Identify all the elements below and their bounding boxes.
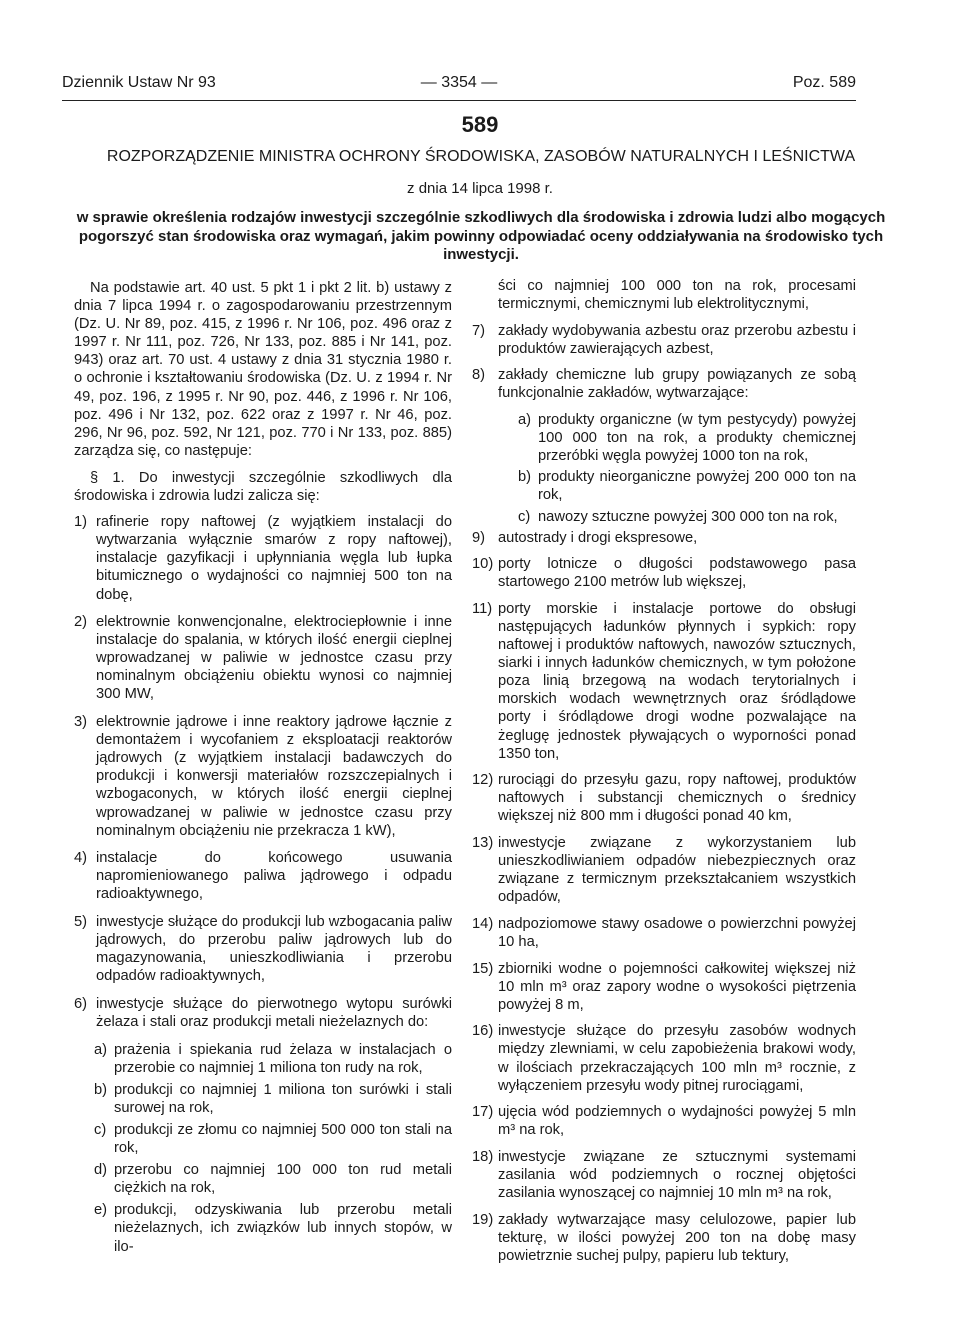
list-item-number: 12) — [472, 772, 494, 789]
list-item-number: 3) — [74, 714, 88, 731]
list-item — [472, 1211, 856, 1265]
page-number: — 3354 — — [420, 74, 498, 91]
act-number: 589 — [461, 112, 499, 137]
list-item-number: 8) — [472, 367, 486, 384]
sub-item-number: e) — [94, 1202, 108, 1219]
sub-item-number: b) — [94, 1081, 108, 1098]
right-column — [472, 277, 856, 1274]
page-header — [62, 74, 856, 98]
list-item — [472, 555, 856, 591]
list-item-text: rafinerie ropy naftowej (z wyjątkiem instalacji do wytwarzania wyłącznie smarów z ropy naftowej), instalacje gazyfikacji i upłynniania węgla lub łupka bitumicznego o wydajności co najmniej 500 ton na dobę, — [96, 514, 452, 603]
list-item-text: inwestycje związane ze sztucznymi systemami zasilania wód podziemnych o rocznej objętości zasilania wynoszącej co najmniej 10 mln m³ na rok, — [498, 1148, 856, 1202]
list-item — [74, 713, 452, 840]
header-rule — [62, 100, 856, 101]
sub-item — [518, 508, 856, 526]
sub-item — [94, 1201, 452, 1255]
list-item-text: inwestycje związane z wykorzystaniem lub unieszkodliwianiem odpadów niebezpiecznych oraz związane z termicznym przekształcaniem wszystkich odpadów, — [498, 835, 856, 906]
sub-item-number: c) — [518, 508, 531, 525]
list-item-text: elektrownie jądrowe i inne reaktory jądrowe łącznie z demontażem i wycofaniem z eksploatacji reaktorów jądrowych (z wyjątkiem instalacji badawczych do produkcji i konwersji materiałów rozszczepialnych i wzbogaconych, w których ilość energii cieplnej wprowadzanej w paliwie w jednostce czasu przy nominalnym obciążeniu nie przekracza 1 kW), — [96, 714, 452, 839]
list-item-text: ujęcia wód podziemnych o wydajności powyżej 5 mln m³ na rok, — [498, 1104, 856, 1139]
list-item — [74, 513, 452, 603]
sub-item-number: a) — [518, 412, 532, 429]
list-item-text: zakłady chemiczne lub grupy powiązanych ze sobą funkcjonalnie zakładów, wytwarzające: — [498, 367, 856, 402]
sub-item — [94, 1161, 452, 1197]
list-item-number: 17) — [472, 1104, 494, 1121]
list-item — [472, 322, 856, 358]
position-number: Poz. 589 — [792, 74, 856, 91]
list-item-text: rurociągi do przesyłu gazu, ropy naftowej, produktów naftowych i substancji chemicznych o średnicy większej niż 800 mm i długości ponad 40 km, — [498, 772, 856, 825]
sub-item-number: a) — [94, 1041, 108, 1058]
sub-item — [94, 1081, 452, 1117]
list-item-number: 14) — [472, 915, 494, 932]
list-item-number: 7) — [472, 322, 486, 339]
left-column — [74, 277, 452, 1260]
list-item-number: 18) — [472, 1148, 494, 1165]
act-date: z dnia 14 lipca 1998 r. — [407, 180, 553, 197]
paragraph-1: § 1. Do inwestycji szczególnie szkodliwych dla środowiska i zdrowia ludzi zalicza się: — [74, 469, 452, 505]
act-subject: w sprawie określenia rodzajów inwestycji szczególnie szkodliwych dla środowiska i zdrowia ludzi albo mogących pogorszyć stan środowiska oraz wymagań, jakim powinny odpowiadać oceny oddziaływania na środowisko tych inwestycji. — [76, 209, 886, 264]
list-item — [74, 913, 452, 985]
right-item-list-b — [472, 529, 856, 1265]
list-item-text: autostrady i drogi ekspresowe, — [498, 529, 698, 546]
sub-item-text: produkty nieorganiczne powyżej 200 000 ton na rok, — [538, 469, 856, 504]
sub-item-text: produkcji ze złomu co najmniej 500 000 ton stali na rok, — [114, 1121, 452, 1157]
list-item — [472, 960, 856, 1014]
list-item — [74, 995, 452, 1031]
left-item-list — [74, 513, 452, 1031]
list-item — [472, 1103, 856, 1139]
list-item-number: 13) — [472, 835, 494, 852]
list-item-text: elektrownie konwencjonalne, elektrociepłownie i inne instalacje do spalania, w których ilość energii cieplnej wprowadzanej w paliwie w jednostce czasu przy nominalnym obciążeniu obiektu wynosi co najmniej 300 MW, — [96, 614, 452, 703]
act-title: ROZPORZĄDZENIE MINISTRA OCHRONY ŚRODOWISKA, ZASOBÓW NATURALNYCH I LEŚNICTWA — [106, 148, 856, 165]
sub-item-text: produkty organiczne (w tym pestycydy) powyżej 100 000 ton na rok, a produkty chemicznej przeróbki węgla powyżej 1000 ton na rok, — [538, 412, 856, 465]
list-item-number: 19) — [472, 1211, 494, 1228]
sub-item-number: c) — [94, 1121, 107, 1138]
list-item — [472, 834, 856, 906]
legal-basis: Na podstawie art. 40 ust. 5 pkt 1 i pkt 2 lit. b) ustawy z dnia 7 lipca 1994 r. o zagospodarowaniu przestrzennym (Dz. U. Nr 89, poz. 415, z 1996 r. Nr 106, poz. 496 oraz z 1997 r. Nr 111, poz. 726, Nr 133, poz. 885 i Nr 141, poz. 943) oraz art. 70 ust. 4 ustawy z dnia 31 stycznia 1980 r. o ochronie i kształtowaniu środowiska (Dz. U. z 1994 r. Nr 49, poz. 196, z 1995 r. Nr 90, poz. 446, z 1996 r. Nr 106, poz. 496 i Nr 132, poz. 622 oraz z 1997 r. Nr 46, poz. 296, Nr 96, poz. 592, Nr 121, poz. 770 i Nr 133, poz. 885) zarządza się, co następuje: — [74, 280, 452, 459]
list-item-number: 15) — [472, 960, 494, 977]
right-subitem-list — [472, 411, 856, 526]
sub-item — [94, 1041, 452, 1077]
list-item-text: porty morskie i instalacje portowe do obsługi następujących ładunków płynnych i sypkich: ropy naftowej i produktów naftowych, nawozów sztucznych, siarki i innych ładunków chemicznych, w tym położone poza linią brzegową na wodach terytorialnych i morskich wodach wewnętrznych oraz śródlądowe porty i śródlądowe drogi wodne pozwalające na żeglugę jednostek pływających o wyporności ponad 1350 ton, — [498, 600, 856, 762]
list-item-number: 16) — [472, 1023, 494, 1040]
list-item — [472, 1148, 856, 1202]
right-item-list-a — [472, 322, 856, 403]
list-item-text: inwestycje służące do pierwotnego wytopu surówki żelaza i stali oraz produkcji metali nieżelaznych do: — [96, 995, 452, 1030]
list-item — [472, 915, 856, 951]
list-item — [74, 849, 452, 903]
list-item-number: 5) — [74, 914, 88, 930]
list-item — [472, 529, 856, 547]
list-item-text: zbiorniki wodne o pojemności całkowitej większej niż 10 mln m³ oraz zapory wodne o wysokości piętrzenia powyżej 8 m, — [498, 960, 856, 1013]
left-subitem-list — [74, 1041, 452, 1256]
continuation-text: ści co najmniej 100 000 ton na rok, procesami termicznymi, chemicznymi lub elektrolitycznymi, — [498, 278, 856, 313]
list-item-number: 2) — [74, 614, 88, 631]
sub-item — [94, 1121, 452, 1157]
list-item-number: 6) — [74, 995, 88, 1012]
sub-item-number: b) — [518, 469, 532, 486]
sub-item — [518, 411, 856, 465]
sub-item-text: nawozy sztuczne powyżej 300 000 ton na rok, — [538, 508, 838, 525]
list-item — [472, 600, 856, 763]
list-item-text: inwestycje służące do produkcji lub wzbogacania paliw jądrowych, do przerobu paliw jądrowych lub do magazynowania, unieszkodliwiania i przerobu odpadów radioaktywnych, — [96, 914, 452, 985]
list-item-text: instalacje do końcowego usuwania napromieniowanego paliwa jądrowego i odpadu radioaktywnego, — [96, 850, 452, 903]
sub-item-text: produkcji, odzyskiwania lub przerobu metali nieżelaznych, ich związków lub innych stopów, w ilo- — [114, 1202, 452, 1255]
list-item-text: zakłady wydobywania azbestu oraz przerobu azbestu i produktów zawierających azbest, — [498, 322, 856, 357]
list-item-number: 11) — [472, 600, 493, 617]
list-item-number: 9) — [472, 529, 486, 546]
journal-title: Dziennik Ustaw Nr 93 — [62, 74, 216, 91]
sub-item — [518, 468, 856, 504]
list-item — [472, 366, 856, 402]
list-item-text: inwestycje służące do przesyłu zasobów wodnych między zlewniami, w celu zapobieżenia brakowi wody, w ilościach przekraczających 100 mln m³ rocznie, z wyłączeniem przesyłu wody pitnej rurociągami, — [498, 1023, 856, 1094]
list-item — [472, 1022, 856, 1094]
list-item — [472, 771, 856, 825]
list-item-text: porty lotnicze o długości podstawowego pasa startowego 2100 metrów lub większej, — [498, 556, 856, 591]
list-item-text: zakłady wytwarzające masy celulozowe, papier lub tekturę, w ilości powyżej 200 ton na dobę masy powietrznie suchej pulpy, papieru lub tektury, — [498, 1211, 856, 1264]
sub-item-number: d) — [94, 1162, 108, 1179]
list-item-number: 4) — [74, 850, 88, 867]
sub-item-text: produkcji co najmniej 1 miliona ton surówki i stali surowej na rok, — [114, 1081, 452, 1116]
list-item-number: 10) — [472, 556, 494, 573]
sub-item-text: prażenia i spiekania rud żelaza w instalacjach o przerobie co najmniej 1 miliona ton rudy na rok, — [114, 1041, 452, 1076]
list-item-number: 1) — [74, 514, 88, 531]
list-item — [74, 613, 452, 703]
sub-item-text: przerobu co najmniej 100 000 ton rud metali ciężkich na rok, — [114, 1162, 452, 1197]
list-item-text: nadpoziomowe stawy osadowe o powierzchni powyżej 10 ha, — [498, 915, 856, 950]
